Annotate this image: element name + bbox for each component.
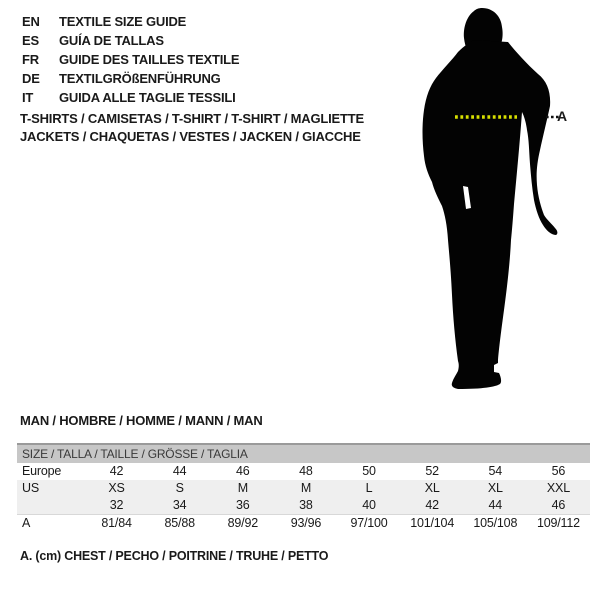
language-list: [22, 12, 239, 107]
lang-row-de: [22, 69, 239, 88]
lang-label: GUÍA DE TALLAS: [59, 33, 164, 48]
lang-row-it: [22, 88, 239, 107]
table-cell: 44: [488, 498, 503, 512]
table-cell: 93/96: [290, 516, 322, 530]
row-label: [17, 497, 85, 514]
row-label: US: [22, 481, 39, 495]
table-row-numeric: [17, 497, 590, 514]
lang-label: GUIDE DES TAILLES TEXTILE: [59, 52, 240, 67]
size-table-header: SIZE / TALLA / TAILLE / GRÖSSE / TAGLIA: [17, 445, 590, 463]
table-cell: 101/104: [410, 516, 455, 530]
row-label: A: [22, 516, 31, 530]
table-row-us: [17, 480, 590, 497]
table-cell: M: [237, 481, 248, 495]
table-cell: 42: [109, 464, 124, 478]
lang-code: EN: [22, 14, 40, 29]
category-line-tshirts: T-SHIRTS / CAMISETAS / T-SHIRT / T-SHIRT / MAGLIETTE: [20, 111, 364, 126]
table-cell: 105/108: [473, 516, 518, 530]
lang-code: FR: [22, 52, 39, 67]
table-cell: 81/84: [101, 516, 132, 530]
table-cell: 46: [236, 464, 250, 478]
lang-row-es: [22, 31, 239, 50]
table-cell: 89/92: [227, 516, 258, 530]
lang-code: ES: [22, 33, 39, 48]
row-label: Europe: [22, 464, 62, 478]
man-silhouette-figure: [390, 0, 600, 410]
man-silhouette-svg: [390, 0, 600, 410]
table-cell: L: [365, 481, 373, 495]
table-cell: S: [175, 481, 184, 495]
table-row-chest-a: [17, 514, 590, 531]
table-cell: 50: [362, 464, 376, 478]
lang-code: DE: [22, 71, 40, 86]
table-cell: 109/112: [537, 516, 580, 530]
table-cell: 46: [551, 498, 566, 512]
table-cell: 85/88: [164, 516, 195, 530]
measurement-footnote: A. (cm) CHEST / PECHO / POITRINE / TRUHE / PETTO: [20, 549, 329, 563]
lang-label: GUIDA ALLE TAGLIE TESSILI: [59, 90, 236, 105]
lang-label: TEXTILGRÖßENFÜHRUNG: [59, 71, 221, 86]
table-cell: 36: [236, 498, 250, 512]
lang-label: TEXTILE SIZE GUIDE: [59, 14, 187, 29]
table-cell: XXL: [546, 481, 570, 495]
lang-row-en: [22, 12, 239, 31]
table-cell: 34: [172, 498, 187, 512]
lang-row-fr: [22, 50, 239, 69]
lang-code: IT: [22, 90, 34, 105]
table-cell: XL: [424, 481, 440, 495]
table-cell: M: [300, 481, 312, 495]
table-cell: 40: [362, 498, 376, 512]
category-line-jackets: JACKETS / CHAQUETAS / VESTES / JACKEN / GIACCHE: [20, 129, 361, 144]
measure-label-a: A: [557, 108, 568, 124]
section-title-man: MAN / HOMBRE / HOMME / MANN / MAN: [20, 413, 263, 428]
garment-categories: [20, 110, 364, 146]
table-cell: XS: [108, 481, 125, 495]
table-cell: 32: [109, 498, 124, 512]
table-cell: 97/100: [350, 516, 388, 530]
size-table: [17, 443, 590, 531]
table-cell: XL: [487, 481, 503, 495]
table-cell: 48: [299, 464, 313, 478]
table-cell: 38: [299, 498, 313, 512]
table-cell: 42: [425, 498, 439, 512]
table-cell: 52: [425, 464, 439, 478]
table-cell: 56: [551, 464, 566, 478]
table-row-europe: [17, 463, 590, 480]
silhouette-shape: [423, 8, 558, 389]
table-cell: 44: [172, 464, 187, 478]
table-cell: 54: [488, 464, 503, 478]
